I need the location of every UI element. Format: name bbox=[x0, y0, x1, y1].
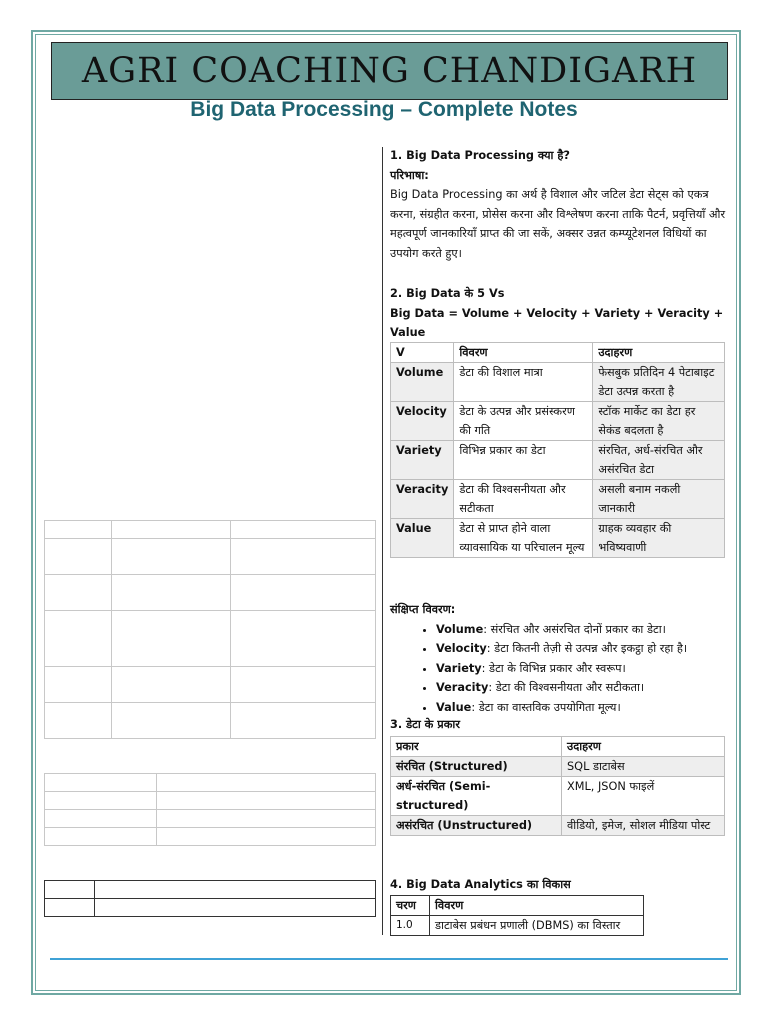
brief-list bbox=[390, 620, 730, 718]
v-example: स्टॉक मार्केट का डेटा हर सेकंड बदलता है bbox=[593, 402, 725, 441]
banner-title: AGRI COACHING CHANDIGARH bbox=[81, 51, 698, 91]
v-description: डेटा की विश्वसनीयता और सटीकता bbox=[454, 480, 593, 519]
v-description: विभिन्न प्रकार का डेटा bbox=[454, 441, 593, 480]
v-example: फेसबुक प्रतिदिन 4 पेटाबाइट डेटा उत्पन्न करता है bbox=[593, 363, 725, 402]
list-text: : डेटा कितनी तेज़ी से उत्पन्न और इकट्ठा हो रहा है। bbox=[486, 642, 688, 655]
header-cell: विवरण bbox=[430, 896, 644, 916]
header-cell: चरण bbox=[391, 896, 430, 916]
list-term: Veracity bbox=[436, 681, 489, 694]
header-cell: उदाहरण bbox=[562, 737, 725, 757]
section-1 bbox=[390, 146, 730, 263]
column-divider bbox=[382, 147, 383, 935]
table-row bbox=[391, 363, 725, 402]
stage-description: डाटाबेस प्रबंधन प्रणाली (DBMS) का विस्तार bbox=[430, 916, 644, 936]
definition-text: Big Data Processing का अर्थ है विशाल और जटिल डेटा सेट्स को एकत्र करना, संग्रहीत करना, प्रोसेस करना और विश्लेषण करना ताकि पैटर्न, प्रवृत्तियाँ और महत्वपूर्ण जानकारियाँ प्राप्त की जा सकें, अक्सर उन्नत कम्प्यूटेशनल विधियों का उपयोग करते हुए। bbox=[390, 188, 726, 260]
v-example: असली बनाम नकली जानकारी bbox=[593, 480, 725, 519]
v-name: Velocity bbox=[391, 402, 454, 441]
table-header-row bbox=[391, 896, 644, 916]
v-name: Volume bbox=[391, 363, 454, 402]
brief-summary bbox=[390, 600, 730, 717]
brief-label: संक्षिप्त विवरण: bbox=[390, 603, 456, 616]
v-example: ग्राहक व्यवहार की भविष्यवाणी bbox=[593, 519, 725, 558]
definition-label: परिभाषा: bbox=[390, 168, 429, 182]
header-cell: उदाहरण bbox=[593, 343, 725, 363]
list-text: : संरचित और असंरचित दोनों प्रकार का डेटा। bbox=[483, 622, 666, 636]
empty-table-2 bbox=[44, 773, 376, 846]
table-row bbox=[391, 441, 725, 480]
section-1-heading: 1. Big Data Processing क्या है? bbox=[390, 149, 570, 162]
section-2 bbox=[390, 284, 730, 343]
type-example: वीडियो, इमेज, सोशल मीडिया पोस्ट bbox=[562, 816, 725, 836]
list-item bbox=[436, 659, 730, 679]
big-data-formula: Big Data = Volume + Velocity + Variety + Veracity + Value bbox=[390, 306, 724, 339]
v-name: Value bbox=[391, 519, 454, 558]
table-header-row bbox=[391, 737, 725, 757]
table-row bbox=[391, 757, 725, 777]
table-row bbox=[391, 480, 725, 519]
list-item bbox=[436, 678, 730, 698]
section-4-heading: 4. Big Data Analytics का विकास bbox=[390, 878, 571, 891]
table-row bbox=[391, 402, 725, 441]
table-header-row bbox=[391, 343, 725, 363]
header-cell: प्रकार bbox=[391, 737, 562, 757]
table-row bbox=[391, 777, 725, 816]
list-term: Variety bbox=[436, 661, 482, 675]
list-item bbox=[436, 639, 730, 659]
list-term: Value bbox=[436, 700, 472, 714]
empty-table-3 bbox=[44, 880, 376, 917]
v-example: संरचित, अर्ध-संरचित और असंरचित डेटा bbox=[593, 441, 725, 480]
list-term: Velocity bbox=[436, 642, 487, 655]
analytics-evolution-table bbox=[390, 895, 644, 936]
list-term: Volume bbox=[436, 622, 484, 636]
header-cell: विवरण bbox=[454, 343, 593, 363]
v-description: डेटा के उत्पन्न और प्रसंस्करण की गति bbox=[454, 402, 593, 441]
type-name: अर्ध-संरचित (Semi-structured) bbox=[391, 777, 562, 816]
empty-table-1 bbox=[44, 520, 376, 739]
five-vs-table bbox=[390, 342, 725, 558]
footer-line bbox=[50, 958, 728, 960]
header-cell: V bbox=[391, 343, 454, 363]
data-types-table bbox=[390, 736, 725, 836]
list-text: : डेटा की विश्वसनीयता और सटीकता। bbox=[488, 681, 645, 694]
type-example: SQL डाटाबेस bbox=[562, 757, 725, 777]
list-text: : डेटा के विभिन्न प्रकार और स्वरूप। bbox=[481, 661, 626, 675]
section-3-heading: 3. डेटा के प्रकार bbox=[390, 718, 460, 731]
list-text: : डेटा का वास्तविक उपयोगिता मूल्य। bbox=[471, 700, 621, 714]
type-name: संरचित (Structured) bbox=[391, 757, 562, 777]
table-row bbox=[391, 816, 725, 836]
v-description: डेटा से प्राप्त होने वाला व्यावसायिक या परिचालन मूल्य bbox=[454, 519, 593, 558]
table-row bbox=[391, 519, 725, 558]
page-subtitle: Big Data Processing – Complete Notes bbox=[190, 98, 578, 121]
type-example: XML, JSON फाइलें bbox=[562, 777, 725, 816]
list-item bbox=[436, 620, 730, 640]
v-name: Veracity bbox=[391, 480, 454, 519]
type-name: असंरचित (Unstructured) bbox=[391, 816, 562, 836]
banner bbox=[51, 42, 728, 100]
v-description: डेटा की विशाल मात्रा bbox=[454, 363, 593, 402]
section-2-heading: 2. Big Data के 5 Vs bbox=[390, 287, 505, 300]
table-row bbox=[391, 916, 644, 936]
v-name: Variety bbox=[391, 441, 454, 480]
stage-number: 1.0 bbox=[391, 916, 430, 936]
